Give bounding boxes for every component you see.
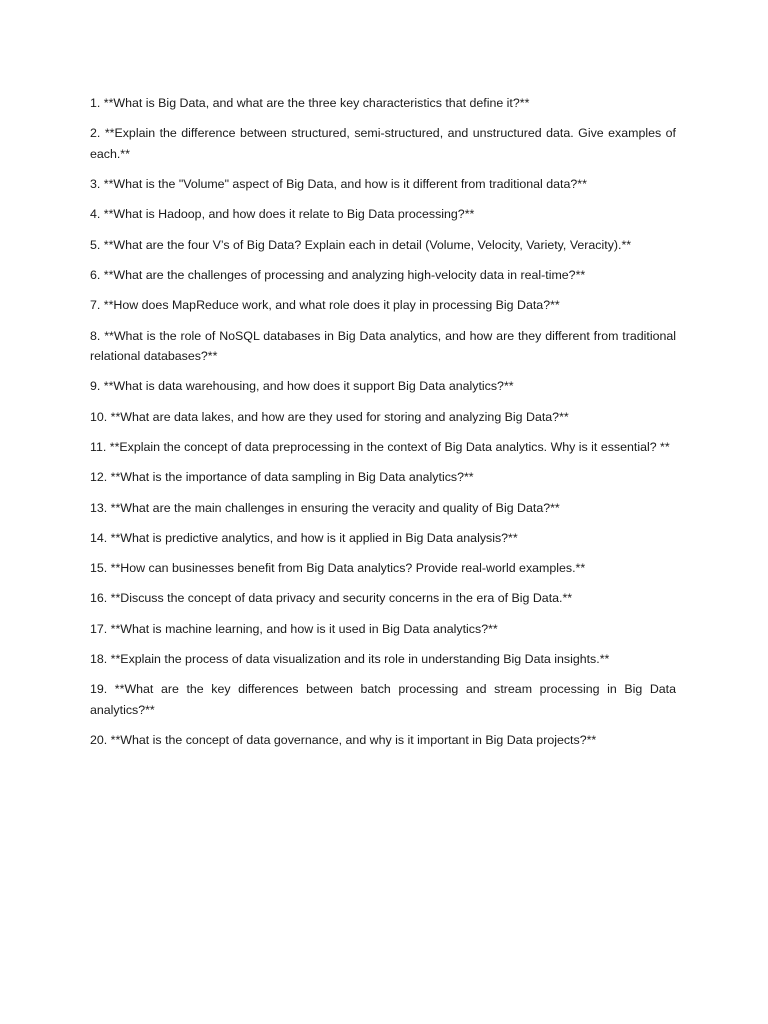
question-18: 18. **Explain the process of data visualization and its role in understanding Big Data insights.** [90,652,610,667]
question-9: 9. **What is data warehousing, and how does it support Big Data analytics?** [90,379,514,394]
question-6: 6. **What are the challenges of processing and analyzing high-velocity data in real-time?** [90,267,586,282]
question-13: 13. **What are the main challenges in ensuring the veracity and quality of Big Data?** [90,500,560,515]
question-7: 7. **How does MapReduce work, and what role does it play in processing Big Data?** [90,298,560,313]
question-4: 4. **What is Hadoop, and how does it relate to Big Data processing?** [90,207,475,222]
question-20: 20. **What is the concept of data governance, and why is it important in Big Data projects?** [90,733,597,748]
question-5: 5. **What are the four V’s of Big Data? Explain each in detail (Volume, Velocity, Variety, Veracity).** [90,237,632,252]
question-2: 2. **Explain the difference between structured, semi-structured, and unstructured data. Give examples of each.** [90,126,676,161]
question-10: 10. **What are data lakes, and how are they used for storing and analyzing Big Data?** [90,409,569,424]
question-15: 15. **How can businesses benefit from Big Data analytics? Provide real-world examples.** [90,561,586,576]
question-16: 16. **Discuss the concept of data privacy and security concerns in the era of Big Data.** [90,591,573,606]
question-3: 3. **What is the "Volume" aspect of Big Data, and how is it different from traditional data?** [90,177,587,192]
question-1: 1. **What is Big Data, and what are the three key characteristics that define it?** [90,96,530,110]
question-12: 12. **What is the importance of data sampling in Big Data analytics?** [90,470,474,485]
question-8: 8. **What is the role of NoSQL databases in Big Data analytics, and how are they different from traditional relational databases?** [90,328,676,364]
question-17: 17. **What is machine learning, and how is it used in Big Data analytics?** [90,621,498,636]
question-19: 19. **What are the key differences between batch processing and stream processing in Big Data analytics?** [90,682,676,717]
question-11: 11. **Explain the concept of data preprocessing in the context of Big Data analytics. Why is it essential? ** [90,439,670,454]
question-list [90,93,676,760]
question-14: 14. **What is predictive analytics, and how is it applied in Big Data analysis?** [90,530,518,545]
